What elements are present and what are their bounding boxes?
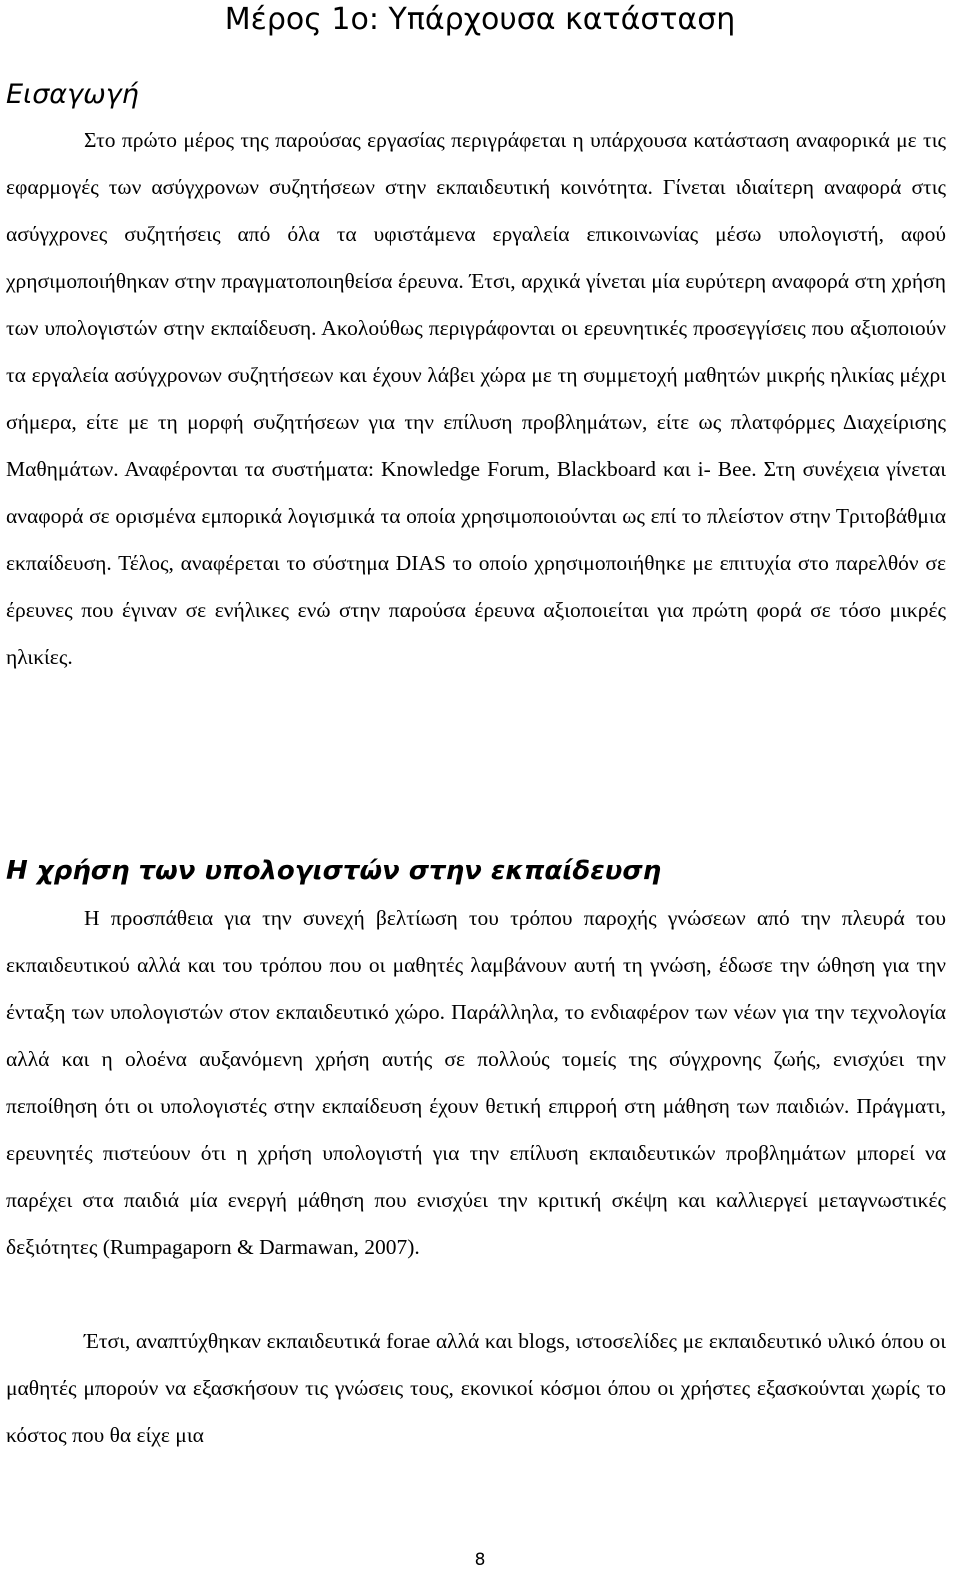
paragraph: Έτσι, αναπτύχθηκαν εκπαιδευτικά forae αλλά και blogs, ιστοσελίδες με εκπαιδευτικό υλικό όπου οι μαθητές μπορούν να εξασκήσουν τις γνώσεις τους, εκονικοί κόσμοι όπου οι χρήστες εξασκούνται χωρίς το κόστος που θα είχε μια xyxy=(6,1329,946,1447)
page-number: 8 xyxy=(474,1550,486,1570)
section-body-introduction xyxy=(6,117,946,681)
section-title-computers-in-education: Η χρήση των υπολογιστών στην εκπαίδευση xyxy=(6,856,662,886)
paragraph: Στο πρώτο μέρος της παρούσας εργασίας περιγράφεται η υπάρχουσα κατάσταση αναφορικά με τις εφαρμογές των ασύγχρονων συζητήσεων στην εκπαιδευτική κοινότητα. Γίνεται ιδιαίτερη αναφορά στις ασύγχρονες συζητήσεις από όλα τα υφιστάμενα εργαλεία επικοινωνίας μέσω υπολογιστή, αφού χρησιμοποιήθηκαν στην πραγματοποιηθείσα έρευνα. Έτσι, αρχικά γίνεται μία ευρύτερη αναφορά στη χρήση των υπολογιστών στην εκπαίδευση. Ακολούθως περιγράφονται οι ερευνητικές προσεγγίσεις που αξιοποιούν τα εργαλεία ασύγχρονων συζητήσεων και έχουν λάβει χώρα με τη συμμετοχή μαθητών μικρής ηλικίας μέχρι σήμερα, είτε με τη μορφή συζητήσεων για την επίλυση προβλημάτων, είτε ως πλατφόρμες Διαχείρισης Μαθημάτων. Αναφέρονται τα συστήματα: Knowledge Forum, Blackboard και i- Bee. Στη συνέχεια γίνεται αναφορά σε ορισμένα εμπορικά λογισμικά τα οποία χρησιμοποιούνται ως επί το πλείστον στην Τριτοβάθμια εκπαίδευση. Τέλος, αναφέρεται το σύστημα DIAS το οποίο χρησιμοποιήθηκε με επιτυχία στο παρελθόν σε έρευνες που έγιναν σε ενήλικες ενώ στην παρούσα έρευνα αξιοποιείται για πρώτη φορά σε τόσο μικρές ηλικίες. xyxy=(6,128,946,669)
section-title-introduction: Εισαγωγή xyxy=(6,79,139,110)
paragraph: Η προσπάθεια για την συνεχή βελτίωση του τρόπου παροχής γνώσεων από την πλευρά του εκπαιδευτικού αλλά και του τρόπου που οι μαθητές λαμβάνουν αυτή τη γνώση, έδωσε την ώθηση για την ένταξη των υπολογιστών στον εκπαιδευτικό χώρο. Παράλληλα, το ενδιαφέρον των νέων για την τεχνολογία αλλά και η ολοένα αυξανόμενη χρήση αυτής σε πολλούς τομείς της σύγχρονης ζωής, ενισχύει την πεποίθηση ότι οι υπολογιστές στην εκπαίδευση έχουν θετική επιρροή στη μάθηση των παιδιών. Πράγματι, ερευνητές πιστεύουν ότι η χρήση υπολογιστή για την επίλυση εκπαιδευτικών προβλημάτων μπορεί να παρέχει στα παιδιά μία ενεργή μάθηση που ενισχύει την κριτική σκέψη και καλλιεργεί μεταγνωστικές δεξιότητες (Rumpagaporn & Darmawan, 2007). xyxy=(6,906,946,1259)
section-body-computers-in-education xyxy=(6,895,946,1459)
part-title: Μέρος 1ο: Υπάρχουσα κατάσταση xyxy=(224,2,736,37)
